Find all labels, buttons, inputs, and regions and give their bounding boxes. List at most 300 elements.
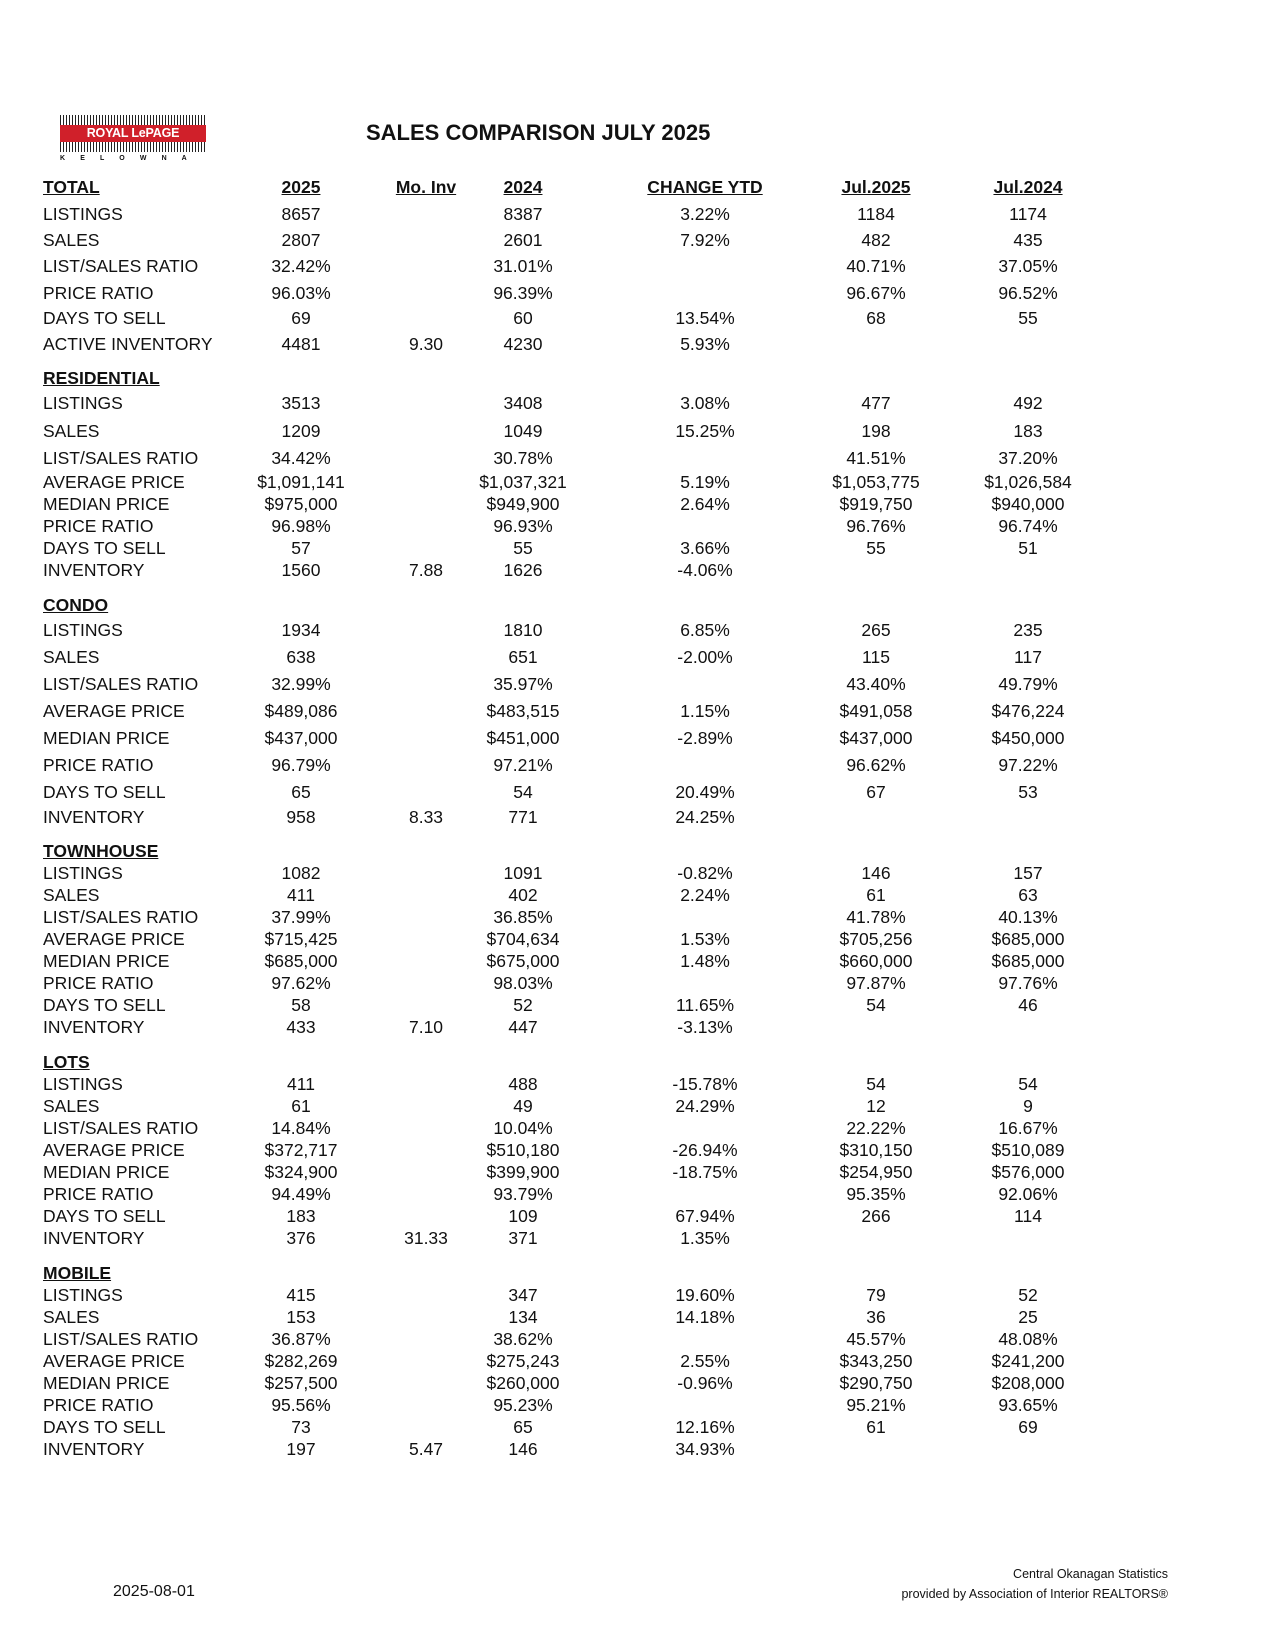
row-label: AVERAGE PRICE bbox=[43, 1140, 185, 1160]
value-jul-2024: 96.52% bbox=[998, 283, 1058, 303]
table-row bbox=[0, 928, 1275, 950]
row-label: INVENTORY bbox=[43, 1228, 145, 1248]
value-2024: 651 bbox=[508, 647, 538, 667]
logo-barcode-bottom bbox=[60, 142, 206, 152]
change-ytd: -0.82% bbox=[677, 863, 733, 883]
value-2025: $715,425 bbox=[264, 929, 338, 949]
value-2025: 14.84% bbox=[271, 1118, 331, 1138]
value-2025: 415 bbox=[286, 1285, 316, 1305]
value-2024: 134 bbox=[508, 1307, 538, 1327]
royal-lepage-logo bbox=[60, 115, 206, 165]
value-jul-2025: 146 bbox=[861, 863, 891, 883]
row-label: SALES bbox=[43, 647, 100, 667]
value-jul-2025: 96.76% bbox=[846, 516, 906, 536]
value-2025: 2807 bbox=[281, 230, 321, 250]
table-row bbox=[0, 1183, 1275, 1205]
table-row bbox=[0, 1284, 1275, 1306]
change-ytd: 5.93% bbox=[680, 334, 730, 354]
table-row bbox=[0, 559, 1275, 581]
value-2025: 65 bbox=[291, 782, 311, 802]
change-ytd: 24.25% bbox=[675, 807, 735, 827]
row-label: MEDIAN PRICE bbox=[43, 494, 170, 514]
table-row bbox=[0, 884, 1275, 906]
value-2025: $257,500 bbox=[264, 1373, 338, 1393]
value-jul-2025: 67 bbox=[866, 782, 886, 802]
row-label: PRICE RATIO bbox=[43, 1184, 154, 1204]
change-ytd: 2.24% bbox=[680, 885, 730, 905]
change-ytd: 2.55% bbox=[680, 1351, 730, 1371]
value-jul-2025: 96.62% bbox=[846, 755, 906, 775]
value-jul-2025: 1184 bbox=[857, 204, 895, 224]
row-label: INVENTORY bbox=[43, 1017, 145, 1037]
value-2024: 55 bbox=[513, 538, 533, 558]
value-jul-2025: 22.22% bbox=[846, 1118, 906, 1138]
value-jul-2024: 54 bbox=[1018, 1074, 1038, 1094]
change-ytd: 2.64% bbox=[680, 494, 730, 514]
value-jul-2024: $576,000 bbox=[991, 1162, 1065, 1182]
table-row bbox=[0, 1095, 1275, 1117]
value-2024: 1091 bbox=[503, 863, 543, 883]
row-label: SALES bbox=[43, 1307, 100, 1327]
value-2024: $704,634 bbox=[486, 929, 560, 949]
table-row bbox=[0, 1016, 1275, 1038]
row-label: MEDIAN PRICE bbox=[43, 951, 170, 971]
mo-inv: 7.10 bbox=[408, 1017, 444, 1037]
change-ytd: 3.22% bbox=[680, 204, 730, 224]
value-jul-2024: $208,000 bbox=[991, 1373, 1065, 1393]
change-ytd: 5.19% bbox=[680, 472, 730, 492]
value-2025: 58 bbox=[291, 995, 311, 1015]
table-row bbox=[0, 392, 1275, 414]
header-mo-inv: Mo. Inv bbox=[395, 177, 457, 197]
change-ytd: 67.94% bbox=[675, 1206, 735, 1226]
change-ytd: 20.49% bbox=[675, 782, 735, 802]
value-jul-2024: 51 bbox=[1018, 538, 1038, 558]
value-jul-2025: $343,250 bbox=[839, 1351, 913, 1371]
value-jul-2025: 96.67% bbox=[846, 283, 906, 303]
value-2025: 958 bbox=[286, 807, 316, 827]
value-jul-2024: 16.67% bbox=[998, 1118, 1058, 1138]
value-2024: $275,243 bbox=[486, 1351, 560, 1371]
row-label: PRICE RATIO bbox=[43, 516, 154, 536]
change-ytd: -2.00% bbox=[677, 647, 733, 667]
header-2025: 2025 bbox=[281, 177, 321, 197]
logo-band: ROYAL LePAGE bbox=[60, 125, 206, 142]
table-header-row bbox=[0, 176, 1275, 198]
table-row bbox=[0, 1372, 1275, 1394]
table-row bbox=[0, 781, 1275, 803]
table-row bbox=[0, 806, 1275, 828]
row-label: PRICE RATIO bbox=[43, 283, 154, 303]
change-ytd: 7.92% bbox=[680, 230, 730, 250]
table-row bbox=[0, 906, 1275, 928]
value-2025: 1560 bbox=[281, 560, 321, 580]
value-2024: 3408 bbox=[503, 393, 543, 413]
section-header bbox=[0, 1051, 1275, 1073]
value-2024: 402 bbox=[508, 885, 538, 905]
value-jul-2024: 55 bbox=[1018, 308, 1038, 328]
change-ytd: 19.60% bbox=[675, 1285, 735, 1305]
value-jul-2025: 55 bbox=[866, 538, 886, 558]
logo-city: K E L O W N A bbox=[60, 155, 194, 162]
value-2024: 95.23% bbox=[493, 1395, 553, 1415]
value-2025: 32.99% bbox=[271, 674, 331, 694]
value-2024: 98.03% bbox=[493, 973, 553, 993]
change-ytd: -26.94% bbox=[672, 1140, 738, 1160]
table-row bbox=[0, 515, 1275, 537]
table-row bbox=[0, 1073, 1275, 1095]
value-2025: 1934 bbox=[281, 620, 321, 640]
value-jul-2025: $660,000 bbox=[839, 951, 913, 971]
table-row bbox=[0, 1438, 1275, 1460]
value-jul-2025: 95.35% bbox=[846, 1184, 906, 1204]
value-jul-2025: 54 bbox=[866, 995, 886, 1015]
value-jul-2024: 97.22% bbox=[998, 755, 1058, 775]
change-ytd: 1.48% bbox=[680, 951, 730, 971]
value-2025: 638 bbox=[286, 647, 316, 667]
report-date: 2025-08-01 bbox=[113, 1583, 195, 1600]
value-2025: 95.56% bbox=[271, 1395, 331, 1415]
value-jul-2024: 25 bbox=[1018, 1307, 1038, 1327]
table-row bbox=[0, 282, 1275, 304]
value-jul-2024: 46 bbox=[1018, 995, 1038, 1015]
value-jul-2024: $685,000 bbox=[991, 951, 1065, 971]
value-2025: 96.98% bbox=[271, 516, 331, 536]
value-jul-2025: 41.51% bbox=[846, 448, 906, 468]
table-row bbox=[0, 1205, 1275, 1227]
change-ytd: 15.25% bbox=[675, 421, 735, 441]
value-2025: $975,000 bbox=[264, 494, 338, 514]
table-row bbox=[0, 333, 1275, 355]
table-row bbox=[0, 1328, 1275, 1350]
value-2025: 69 bbox=[291, 308, 311, 328]
value-jul-2025: $290,750 bbox=[839, 1373, 913, 1393]
row-label: LIST/SALES RATIO bbox=[43, 674, 199, 694]
change-ytd: -4.06% bbox=[677, 560, 733, 580]
row-label: LISTINGS bbox=[43, 620, 123, 640]
change-ytd: 11.65% bbox=[675, 995, 735, 1015]
change-ytd: 1.15% bbox=[680, 701, 730, 721]
value-jul-2025: 266 bbox=[861, 1206, 891, 1226]
mo-inv: 5.47 bbox=[408, 1439, 444, 1459]
value-jul-2025: 68 bbox=[866, 308, 886, 328]
value-2024: 96.39% bbox=[493, 283, 553, 303]
change-ytd: -2.89% bbox=[677, 728, 733, 748]
value-jul-2025: $310,150 bbox=[839, 1140, 913, 1160]
value-jul-2024: 435 bbox=[1013, 230, 1043, 250]
value-2024: 4230 bbox=[503, 334, 543, 354]
section-title: MOBILE bbox=[43, 1263, 112, 1283]
change-ytd: 6.85% bbox=[680, 620, 730, 640]
value-jul-2025: $919,750 bbox=[839, 494, 913, 514]
value-2024: 2601 bbox=[503, 230, 543, 250]
value-jul-2025: 198 bbox=[861, 421, 891, 441]
value-jul-2024: 114 bbox=[1014, 1206, 1042, 1226]
table-row bbox=[0, 255, 1275, 277]
row-label: LIST/SALES RATIO bbox=[43, 907, 199, 927]
value-2025: 411 bbox=[287, 1074, 315, 1094]
section-title: LOTS bbox=[43, 1052, 90, 1072]
value-jul-2025: 79 bbox=[866, 1285, 886, 1305]
table-row bbox=[0, 994, 1275, 1016]
value-jul-2024: 49.79% bbox=[998, 674, 1058, 694]
value-2024: 93.79% bbox=[493, 1184, 553, 1204]
change-ytd: -3.13% bbox=[677, 1017, 733, 1037]
value-2024: 97.21% bbox=[493, 755, 553, 775]
section-title: CONDO bbox=[43, 595, 109, 615]
value-jul-2024: $1,026,584 bbox=[984, 472, 1072, 492]
row-label: AVERAGE PRICE bbox=[43, 929, 185, 949]
value-jul-2024: 1174 bbox=[1009, 204, 1047, 224]
header-jul-2024: Jul.2024 bbox=[993, 177, 1063, 197]
row-label: DAYS TO SELL bbox=[43, 1206, 166, 1226]
header-jul-2025: Jul.2025 bbox=[841, 177, 911, 197]
value-2024: 65 bbox=[513, 1417, 533, 1437]
value-2025: 183 bbox=[286, 1206, 316, 1226]
value-jul-2024: 96.74% bbox=[998, 516, 1058, 536]
value-2025: 57 bbox=[291, 538, 311, 558]
value-2025: $1,091,141 bbox=[257, 472, 345, 492]
change-ytd: -18.75% bbox=[672, 1162, 738, 1182]
value-2024: 35.97% bbox=[493, 674, 553, 694]
value-2024: $510,180 bbox=[486, 1140, 560, 1160]
value-jul-2024: 9 bbox=[1023, 1096, 1033, 1116]
row-label: PRICE RATIO bbox=[43, 755, 154, 775]
value-jul-2024: 37.05% bbox=[998, 256, 1058, 276]
value-jul-2025: 61 bbox=[866, 885, 886, 905]
value-2024: $260,000 bbox=[486, 1373, 560, 1393]
row-label: LIST/SALES RATIO bbox=[43, 256, 199, 276]
table-row bbox=[0, 1161, 1275, 1183]
value-jul-2024: 97.76% bbox=[998, 973, 1058, 993]
table-row bbox=[0, 1350, 1275, 1372]
table-row bbox=[0, 1139, 1275, 1161]
value-jul-2025: $491,058 bbox=[839, 701, 913, 721]
value-2024: 52 bbox=[513, 995, 533, 1015]
table-row bbox=[0, 673, 1275, 695]
value-jul-2025: 265 bbox=[861, 620, 891, 640]
change-ytd: 3.08% bbox=[680, 393, 730, 413]
value-jul-2024: 183 bbox=[1013, 421, 1043, 441]
row-label: ACTIVE INVENTORY bbox=[43, 334, 213, 354]
value-2024: 1810 bbox=[503, 620, 543, 640]
value-2025: 96.79% bbox=[271, 755, 331, 775]
row-label: SALES bbox=[43, 1096, 100, 1116]
value-2025: 433 bbox=[286, 1017, 316, 1037]
mo-inv: 8.33 bbox=[408, 807, 444, 827]
value-2024: 30.78% bbox=[493, 448, 553, 468]
value-jul-2024: 235 bbox=[1013, 620, 1043, 640]
section-header bbox=[0, 1262, 1275, 1284]
row-label: PRICE RATIO bbox=[43, 973, 154, 993]
value-2024: 1626 bbox=[503, 560, 543, 580]
change-ytd: 1.53% bbox=[680, 929, 730, 949]
row-label: LISTINGS bbox=[43, 393, 123, 413]
value-2025: 1082 bbox=[281, 863, 321, 883]
value-jul-2025: 95.21% bbox=[846, 1395, 906, 1415]
value-2024: 60 bbox=[513, 308, 533, 328]
value-jul-2025: 54 bbox=[866, 1074, 886, 1094]
row-label: MEDIAN PRICE bbox=[43, 728, 170, 748]
value-2025: 73 bbox=[291, 1417, 311, 1437]
table-row bbox=[0, 754, 1275, 776]
value-2024: 96.93% bbox=[493, 516, 553, 536]
value-jul-2025: $705,256 bbox=[839, 929, 913, 949]
value-2025: 94.49% bbox=[271, 1184, 331, 1204]
value-jul-2025: 36 bbox=[866, 1307, 886, 1327]
section-header bbox=[0, 367, 1275, 389]
row-label: LISTINGS bbox=[43, 204, 123, 224]
value-2024: 146 bbox=[508, 1439, 538, 1459]
value-2025: $282,269 bbox=[264, 1351, 338, 1371]
row-label: DAYS TO SELL bbox=[43, 1417, 166, 1437]
row-label: DAYS TO SELL bbox=[43, 308, 166, 328]
row-label: DAYS TO SELL bbox=[43, 538, 166, 558]
value-2024: 109 bbox=[508, 1206, 538, 1226]
mo-inv: 9.30 bbox=[408, 334, 444, 354]
row-label: SALES bbox=[43, 421, 100, 441]
row-label: LISTINGS bbox=[43, 1285, 123, 1305]
value-2025: $437,000 bbox=[264, 728, 338, 748]
value-2024: 49 bbox=[513, 1096, 533, 1116]
row-label: AVERAGE PRICE bbox=[43, 472, 185, 492]
value-jul-2025: 41.78% bbox=[846, 907, 906, 927]
row-label: PRICE RATIO bbox=[43, 1395, 154, 1415]
value-jul-2024: $241,200 bbox=[991, 1351, 1065, 1371]
change-ytd: 13.54% bbox=[675, 308, 735, 328]
value-jul-2025: $1,053,775 bbox=[832, 472, 920, 492]
value-2025: 411 bbox=[287, 885, 315, 905]
section-header bbox=[0, 840, 1275, 862]
value-2025: 197 bbox=[286, 1439, 316, 1459]
change-ytd: 34.93% bbox=[675, 1439, 735, 1459]
value-2024: 447 bbox=[508, 1017, 538, 1037]
change-ytd: -0.96% bbox=[677, 1373, 733, 1393]
value-2024: 347 bbox=[508, 1285, 538, 1305]
value-2025: $685,000 bbox=[264, 951, 338, 971]
value-2024: 36.85% bbox=[493, 907, 553, 927]
row-label: INVENTORY bbox=[43, 1439, 145, 1459]
row-label: LIST/SALES RATIO bbox=[43, 1329, 199, 1349]
value-2025: 34.42% bbox=[271, 448, 331, 468]
value-2025: 153 bbox=[286, 1307, 316, 1327]
table-row bbox=[0, 1416, 1275, 1438]
value-2025: 32.42% bbox=[271, 256, 331, 276]
table-row bbox=[0, 619, 1275, 641]
logo-barcode-top bbox=[60, 115, 206, 125]
value-jul-2025: $437,000 bbox=[839, 728, 913, 748]
row-label: AVERAGE PRICE bbox=[43, 701, 185, 721]
row-label: MEDIAN PRICE bbox=[43, 1162, 170, 1182]
row-label: LISTINGS bbox=[43, 1074, 123, 1094]
row-label: LISTINGS bbox=[43, 863, 123, 883]
value-jul-2024: 40.13% bbox=[998, 907, 1058, 927]
change-ytd: 1.35% bbox=[680, 1228, 730, 1248]
header-change-ytd: CHANGE YTD bbox=[647, 177, 763, 197]
value-2025: 97.62% bbox=[271, 973, 331, 993]
change-ytd: 3.66% bbox=[680, 538, 730, 558]
change-ytd: 14.18% bbox=[675, 1307, 735, 1327]
value-jul-2024: 63 bbox=[1018, 885, 1038, 905]
value-jul-2024: 53 bbox=[1018, 782, 1038, 802]
value-jul-2024: $476,224 bbox=[991, 701, 1065, 721]
table-row bbox=[0, 1306, 1275, 1328]
change-ytd: 12.16% bbox=[675, 1417, 735, 1437]
table-row bbox=[0, 493, 1275, 515]
table-row bbox=[0, 420, 1275, 442]
value-2024: $949,900 bbox=[486, 494, 560, 514]
value-2025: 37.99% bbox=[271, 907, 331, 927]
row-label: DAYS TO SELL bbox=[43, 995, 166, 1015]
value-2024: $451,000 bbox=[486, 728, 560, 748]
value-2025: 3513 bbox=[281, 393, 321, 413]
value-2024: 488 bbox=[508, 1074, 538, 1094]
value-jul-2025: 45.57% bbox=[846, 1329, 906, 1349]
value-2024: 54 bbox=[513, 782, 533, 802]
value-jul-2024: $685,000 bbox=[991, 929, 1065, 949]
value-jul-2024: $940,000 bbox=[991, 494, 1065, 514]
row-label: SALES bbox=[43, 885, 100, 905]
value-jul-2024: 157 bbox=[1013, 863, 1043, 883]
change-ytd: -15.78% bbox=[672, 1074, 738, 1094]
value-jul-2024: 93.65% bbox=[998, 1395, 1058, 1415]
table-row bbox=[0, 307, 1275, 329]
section-title: RESIDENTIAL bbox=[43, 368, 160, 388]
value-jul-2025: 43.40% bbox=[846, 674, 906, 694]
value-jul-2025: 477 bbox=[861, 393, 891, 413]
row-label: LIST/SALES RATIO bbox=[43, 448, 199, 468]
table-row bbox=[0, 1227, 1275, 1249]
value-2024: 771 bbox=[508, 807, 538, 827]
value-2024: 8387 bbox=[503, 204, 543, 224]
value-2024: $483,515 bbox=[486, 701, 560, 721]
change-ytd: 24.29% bbox=[675, 1096, 735, 1116]
table-row bbox=[0, 727, 1275, 749]
value-2025: 1209 bbox=[281, 421, 321, 441]
value-jul-2024: 52 bbox=[1018, 1285, 1038, 1305]
value-2024: $399,900 bbox=[486, 1162, 560, 1182]
source-line-2: provided by Association of Interior REALTORS® bbox=[901, 1587, 1168, 1601]
table-row bbox=[0, 1117, 1275, 1139]
value-jul-2024: 48.08% bbox=[998, 1329, 1058, 1349]
table-row bbox=[0, 862, 1275, 884]
value-2025: 376 bbox=[286, 1228, 316, 1248]
row-label: MEDIAN PRICE bbox=[43, 1373, 170, 1393]
value-jul-2025: 115 bbox=[862, 647, 890, 667]
section-title: TOWNHOUSE bbox=[43, 841, 159, 861]
value-2025: $489,086 bbox=[264, 701, 338, 721]
table-row bbox=[0, 203, 1275, 225]
table-row bbox=[0, 700, 1275, 722]
value-jul-2025: 61 bbox=[866, 1417, 886, 1437]
row-label: SALES bbox=[43, 230, 100, 250]
value-2025: 61 bbox=[291, 1096, 311, 1116]
value-jul-2025: 12 bbox=[866, 1096, 886, 1116]
value-2024: $1,037,321 bbox=[479, 472, 567, 492]
value-2025: $324,900 bbox=[264, 1162, 338, 1182]
value-2025: 4481 bbox=[281, 334, 321, 354]
value-2024: 31.01% bbox=[493, 256, 553, 276]
table-row bbox=[0, 972, 1275, 994]
value-jul-2024: 117 bbox=[1014, 647, 1042, 667]
row-label: DAYS TO SELL bbox=[43, 782, 166, 802]
value-jul-2024: $510,089 bbox=[991, 1140, 1065, 1160]
value-2025: $372,717 bbox=[264, 1140, 338, 1160]
header-2024: 2024 bbox=[503, 177, 543, 197]
source-line-1: Central Okanagan Statistics bbox=[1013, 1567, 1168, 1581]
value-jul-2025: 40.71% bbox=[846, 256, 906, 276]
table-row bbox=[0, 646, 1275, 668]
